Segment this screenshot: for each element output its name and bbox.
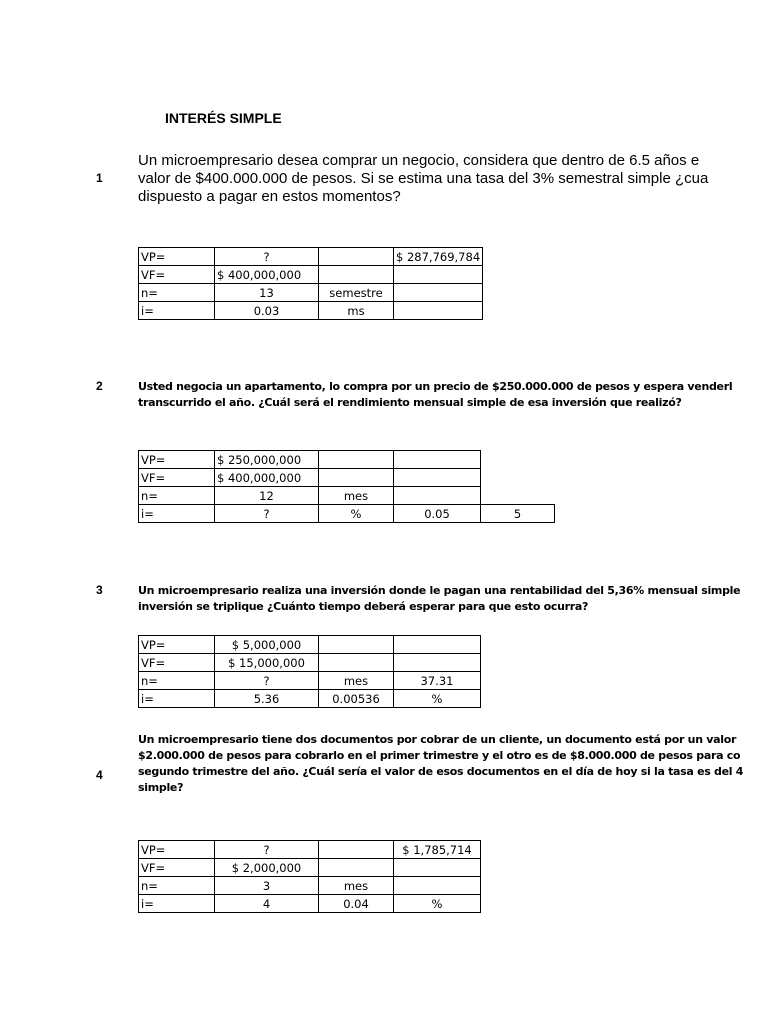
problem-line: Un microempresario realiza una inversión donde le pagan una rentabilidad del 5,36% mensual simple [138, 584, 741, 597]
cell: VP= [139, 841, 215, 859]
cell [394, 487, 481, 505]
cell [394, 636, 481, 654]
cell [319, 636, 394, 654]
cell: VF= [139, 859, 215, 877]
cell: 0.05 [394, 505, 481, 523]
cell [481, 451, 555, 469]
cell: $ 1,785,714 [394, 841, 481, 859]
problem-line: inversión se triplique ¿Cuánto tiempo deberá esperar para que esto ocurra? [138, 600, 589, 613]
table-row [139, 505, 555, 523]
cell: VP= [139, 636, 215, 654]
table-row [139, 877, 481, 895]
table-row [139, 284, 483, 302]
problem-number-3: 3 [96, 583, 103, 597]
cell: 3 [215, 877, 319, 895]
table-row [139, 690, 481, 708]
cell [394, 859, 481, 877]
table-row [139, 469, 555, 487]
data-table-2 [138, 450, 555, 523]
table-row [139, 248, 483, 266]
problem-line: $2.000.000 de pesos para cobrarlo en el primer trimestre y el otro es de $8.000.000 de pesos para co [138, 749, 741, 762]
table-row [139, 451, 555, 469]
cell: VF= [139, 654, 215, 672]
problem-line: Un microempresario tiene dos documentos por cobrar de un cliente, un documento está por un valor [138, 733, 737, 746]
cell: 0.00536 [319, 690, 394, 708]
cell [319, 654, 394, 672]
cell [394, 266, 483, 284]
table-row [139, 859, 481, 877]
cell: $ 5,000,000 [215, 636, 319, 654]
table-row [139, 841, 481, 859]
cell [319, 248, 394, 266]
table-row [139, 654, 481, 672]
cell: $ 15,000,000 [215, 654, 319, 672]
cell: i= [139, 690, 215, 708]
problem-statement-4 [138, 732, 768, 796]
cell [394, 469, 481, 487]
cell: % [319, 505, 394, 523]
page-title: INTERÉS SIMPLE [165, 110, 282, 126]
cell [394, 451, 481, 469]
table-row [139, 636, 481, 654]
cell: $ 400,000,000 [215, 469, 319, 487]
cell: 0.03 [215, 302, 319, 320]
cell [481, 487, 555, 505]
problem-line: transcurrido el año. ¿Cuál será el rendimiento mensual simple de esa inversión que realizó? [138, 396, 682, 409]
problem-number-4: 4 [96, 768, 103, 782]
cell: n= [139, 487, 215, 505]
cell: $ 287,769,784 [394, 248, 483, 266]
cell: 0.04 [319, 895, 394, 913]
cell: 4 [215, 895, 319, 913]
cell: n= [139, 284, 215, 302]
cell: % [394, 690, 481, 708]
cell: $ 2,000,000 [215, 859, 319, 877]
problem-number-2: 2 [96, 379, 103, 393]
problem-statement-2 [138, 379, 768, 411]
cell: % [394, 895, 481, 913]
problem-line: simple? [138, 781, 184, 794]
cell [394, 302, 483, 320]
cell [319, 266, 394, 284]
cell: 5.36 [215, 690, 319, 708]
table-row [139, 672, 481, 690]
cell: ms [319, 302, 394, 320]
table-row [139, 302, 483, 320]
cell: n= [139, 877, 215, 895]
cell [319, 451, 394, 469]
cell: i= [139, 302, 215, 320]
cell: mes [319, 672, 394, 690]
cell: n= [139, 672, 215, 690]
cell [394, 877, 481, 895]
data-table-1 [138, 247, 483, 320]
cell: VP= [139, 451, 215, 469]
cell: i= [139, 895, 215, 913]
problem-line: segundo trimestre del año. ¿Cuál sería el valor de esos documentos en el día de hoy si la tasa es del 4 [138, 765, 744, 778]
table-row [139, 487, 555, 505]
cell: ? [215, 505, 319, 523]
problem-line: Usted negocia un apartamento, lo compra por un precio de $250.000.000 de pesos y espera venderl [138, 380, 733, 393]
cell: 5 [481, 505, 555, 523]
problem-statement-1 [138, 152, 768, 206]
cell: 37.31 [394, 672, 481, 690]
cell [319, 841, 394, 859]
problem-line: dispuesto a pagar en estos momentos? [138, 188, 401, 205]
cell [319, 469, 394, 487]
table-row [139, 266, 483, 284]
cell [481, 469, 555, 487]
problem-number-1: 1 [96, 171, 103, 185]
data-table-3 [138, 635, 481, 708]
cell: $ 250,000,000 [215, 451, 319, 469]
cell: ? [215, 248, 319, 266]
cell: VF= [139, 266, 215, 284]
cell: semestre [319, 284, 394, 302]
problem-statement-3 [138, 583, 768, 615]
cell [319, 859, 394, 877]
cell: 12 [215, 487, 319, 505]
data-table-4 [138, 840, 481, 913]
cell [394, 654, 481, 672]
cell [394, 284, 483, 302]
cell: VP= [139, 248, 215, 266]
cell: ? [215, 672, 319, 690]
cell: i= [139, 505, 215, 523]
cell: ? [215, 841, 319, 859]
cell: mes [319, 487, 394, 505]
problem-line: Un microempresario desea comprar un negocio, considera que dentro de 6.5 años e [138, 152, 700, 169]
cell: VF= [139, 469, 215, 487]
cell: $ 400,000,000 [215, 266, 319, 284]
table-row [139, 895, 481, 913]
cell: 13 [215, 284, 319, 302]
cell: mes [319, 877, 394, 895]
problem-line: valor de $400.000.000 de pesos. Si se estima una tasa del 3% semestral simple ¿cua [138, 170, 709, 187]
